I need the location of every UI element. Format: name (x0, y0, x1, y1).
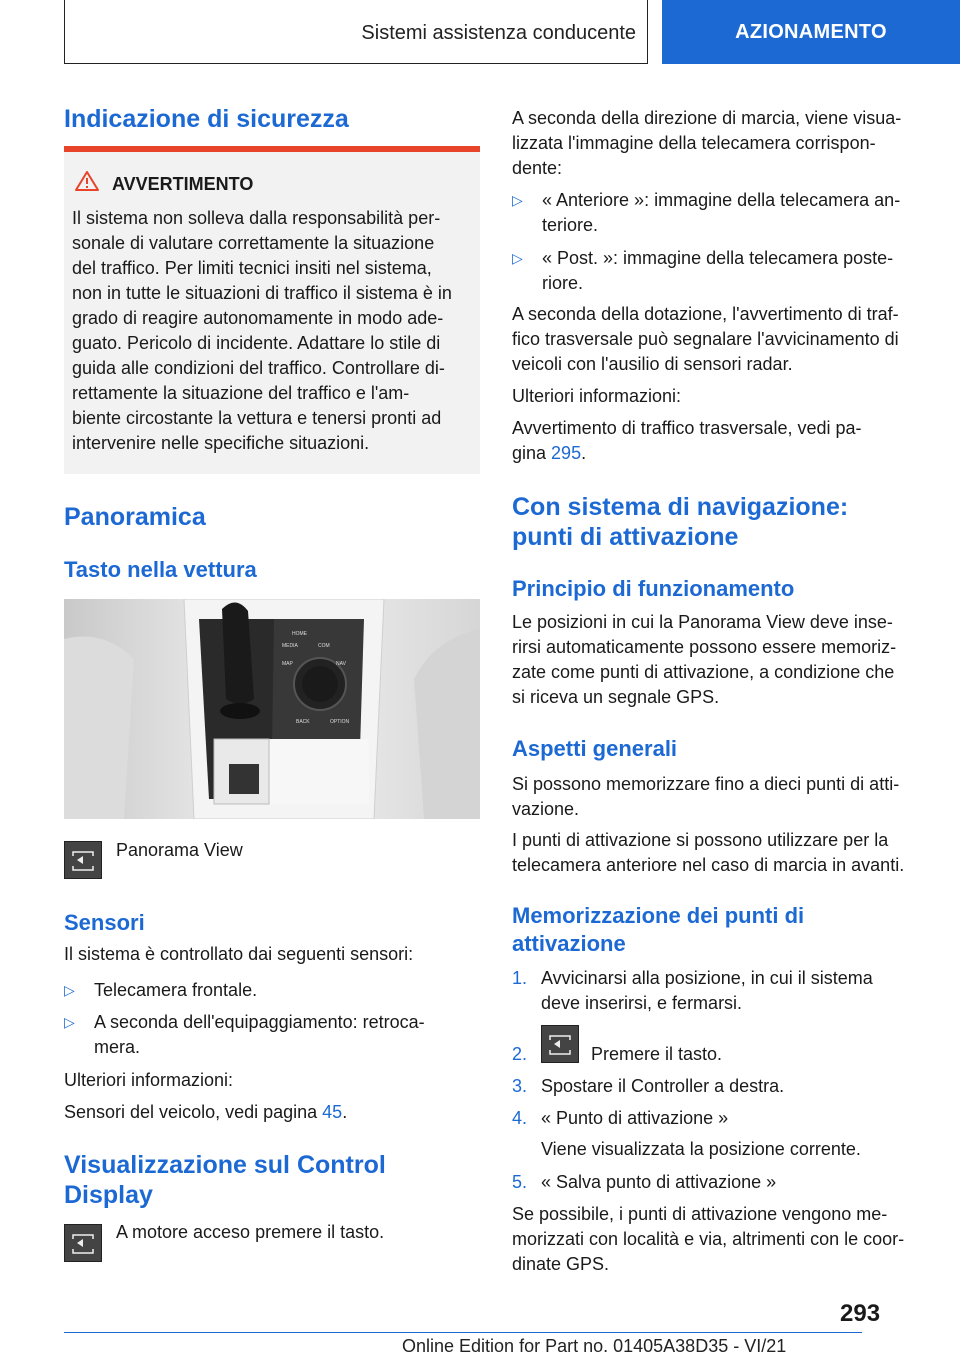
chapter-tab-label: AZIONAMENTO (735, 20, 887, 43)
step-item: 1. Avvicinarsi alla posizione, in cui il sistema deve inserirsi, e fermarsi. (512, 968, 873, 1013)
edition-footer: Online Edition for Part no. 01405A38D35 - VI/21 (402, 1336, 787, 1356)
more-info-label: Ulteriori informazioni: (64, 1070, 234, 1090)
step-2-text: Premere il tasto. (591, 1044, 723, 1064)
panorama-view-label: Panorama View (116, 840, 243, 860)
panorama-view-button-icon (64, 841, 102, 879)
page-link-295[interactable]: 295 (551, 443, 582, 463)
footer-divider (64, 1332, 862, 1333)
photo-label-map: MAP (282, 661, 293, 667)
heading-nav-points: Con sistema di navigazione: punti di attivazione (512, 493, 849, 551)
section-title: Sistemi assistenza conducente (361, 22, 636, 44)
camera-option-rear: ▷ « Post. »: immagine della telecamera poste- riore. (512, 248, 894, 293)
sensors-intro: Il sistema è controllato dai seguenti sensori: (64, 944, 414, 964)
panorama-view-button-icon (541, 1025, 579, 1063)
heading-principle: Principio di funzionamento (512, 576, 795, 601)
heading-general: Aspetti generali (512, 736, 678, 761)
warning-triangle-icon (74, 170, 100, 192)
sensor-item: ▷ Telecamera frontale. (64, 980, 258, 1000)
step-item: 5. « Salva punto di attivazione » (512, 1172, 777, 1192)
heading-safety: Indicazione di sicurezza (64, 105, 349, 133)
sensor-item: ▷ A seconda dell'equipaggiamento: retroca- mera. (64, 1012, 425, 1057)
camera-option-front: ▷ « Anteriore »: immagine della telecamera an- teriore. (512, 190, 901, 235)
warning-title: AVVERTIMENTO (112, 174, 254, 194)
more-info-label: Ulteriori informazioni: (512, 386, 682, 406)
page-number: 293 (840, 1300, 881, 1327)
heading-display: Visualizzazione sul Control Display (64, 1151, 386, 1209)
warning-text: Il sistema non solleva dalla responsabilità per- sonale di valutare correttamente la situazione del traffico. Per limiti tecnici insiti nel sistema, non in tutte le situazioni di traffico il sistema è in grado di reagire autonomamente in modo ade- guato. Pericolo di incidente. Adattare lo stile di guida alle condizioni del traffico. Controllare di- rettamente la situazione del traffico e l'am- biente circostante la vettura e tenersi pronti ad intervenire nelle specifiche situazioni. (72, 208, 452, 453)
warning-bar (64, 146, 480, 152)
sensors-reference: Sensori del veicolo, vedi pagina 45. (64, 1102, 348, 1122)
step-item: 4. « Punto di attivazione » Viene visualizzata la posizione corrente. (512, 1108, 861, 1159)
console-photo (64, 599, 480, 819)
heading-overview: Panoramica (64, 503, 206, 531)
direction-text: A seconda della direzione di marcia, viene visua- lizzata l'immagine della telecamera corrispon- dente: (512, 108, 902, 178)
photo-label-option: OPTION (330, 719, 350, 725)
photo-label-com: COM (318, 643, 330, 649)
closing-text: Se possibile, i punti di attivazione vengono me- morizzati con località e via, altrimenti con le coor- dinate GPS. (512, 1204, 905, 1274)
chapter-tab[interactable] (662, 0, 960, 64)
photo-label-home: HOME (292, 631, 307, 637)
photo-label-back: BACK (296, 719, 310, 725)
panorama-view-button-icon (64, 1224, 102, 1262)
display-text: A motore acceso premere il tasto. (116, 1222, 385, 1242)
cross-traffic-text: A seconda della dotazione, l'avvertimento di traf- fico trasversale può segnalare l'avvicinamento di veicoli con l'ausilio di sensori radar. (512, 304, 899, 374)
photo-label-media: MEDIA (282, 643, 298, 649)
heading-sensors: Sensori (64, 910, 145, 935)
heading-store-points: Memorizzazione dei punti di attivazione (512, 903, 805, 956)
cross-traffic-reference: Avvertimento di traffico trasversale, vedi pa- gina 295. (512, 418, 862, 463)
step-item: 2. (512, 1044, 528, 1064)
general-text-1: Si possono memorizzare fino a dieci punti di atti- vazione. (512, 774, 900, 819)
page-link-45[interactable]: 45 (322, 1102, 343, 1122)
heading-button: Tasto nella vettura (64, 557, 257, 582)
photo-label-nav: NAV (336, 661, 346, 667)
general-text-2: I punti di attivazione si possono utilizzare per la telecamera anteriore nel caso di marcia in avanti. (512, 830, 905, 875)
principle-text: Le posizioni in cui la Panorama View deve inse- rirsi automaticamente possono essere memoriz- zate come punti di attivazione, a condizione che si riceva un segnale GPS. (512, 612, 897, 707)
step-item: 3. Spostare il Controller a destra. (512, 1076, 785, 1096)
